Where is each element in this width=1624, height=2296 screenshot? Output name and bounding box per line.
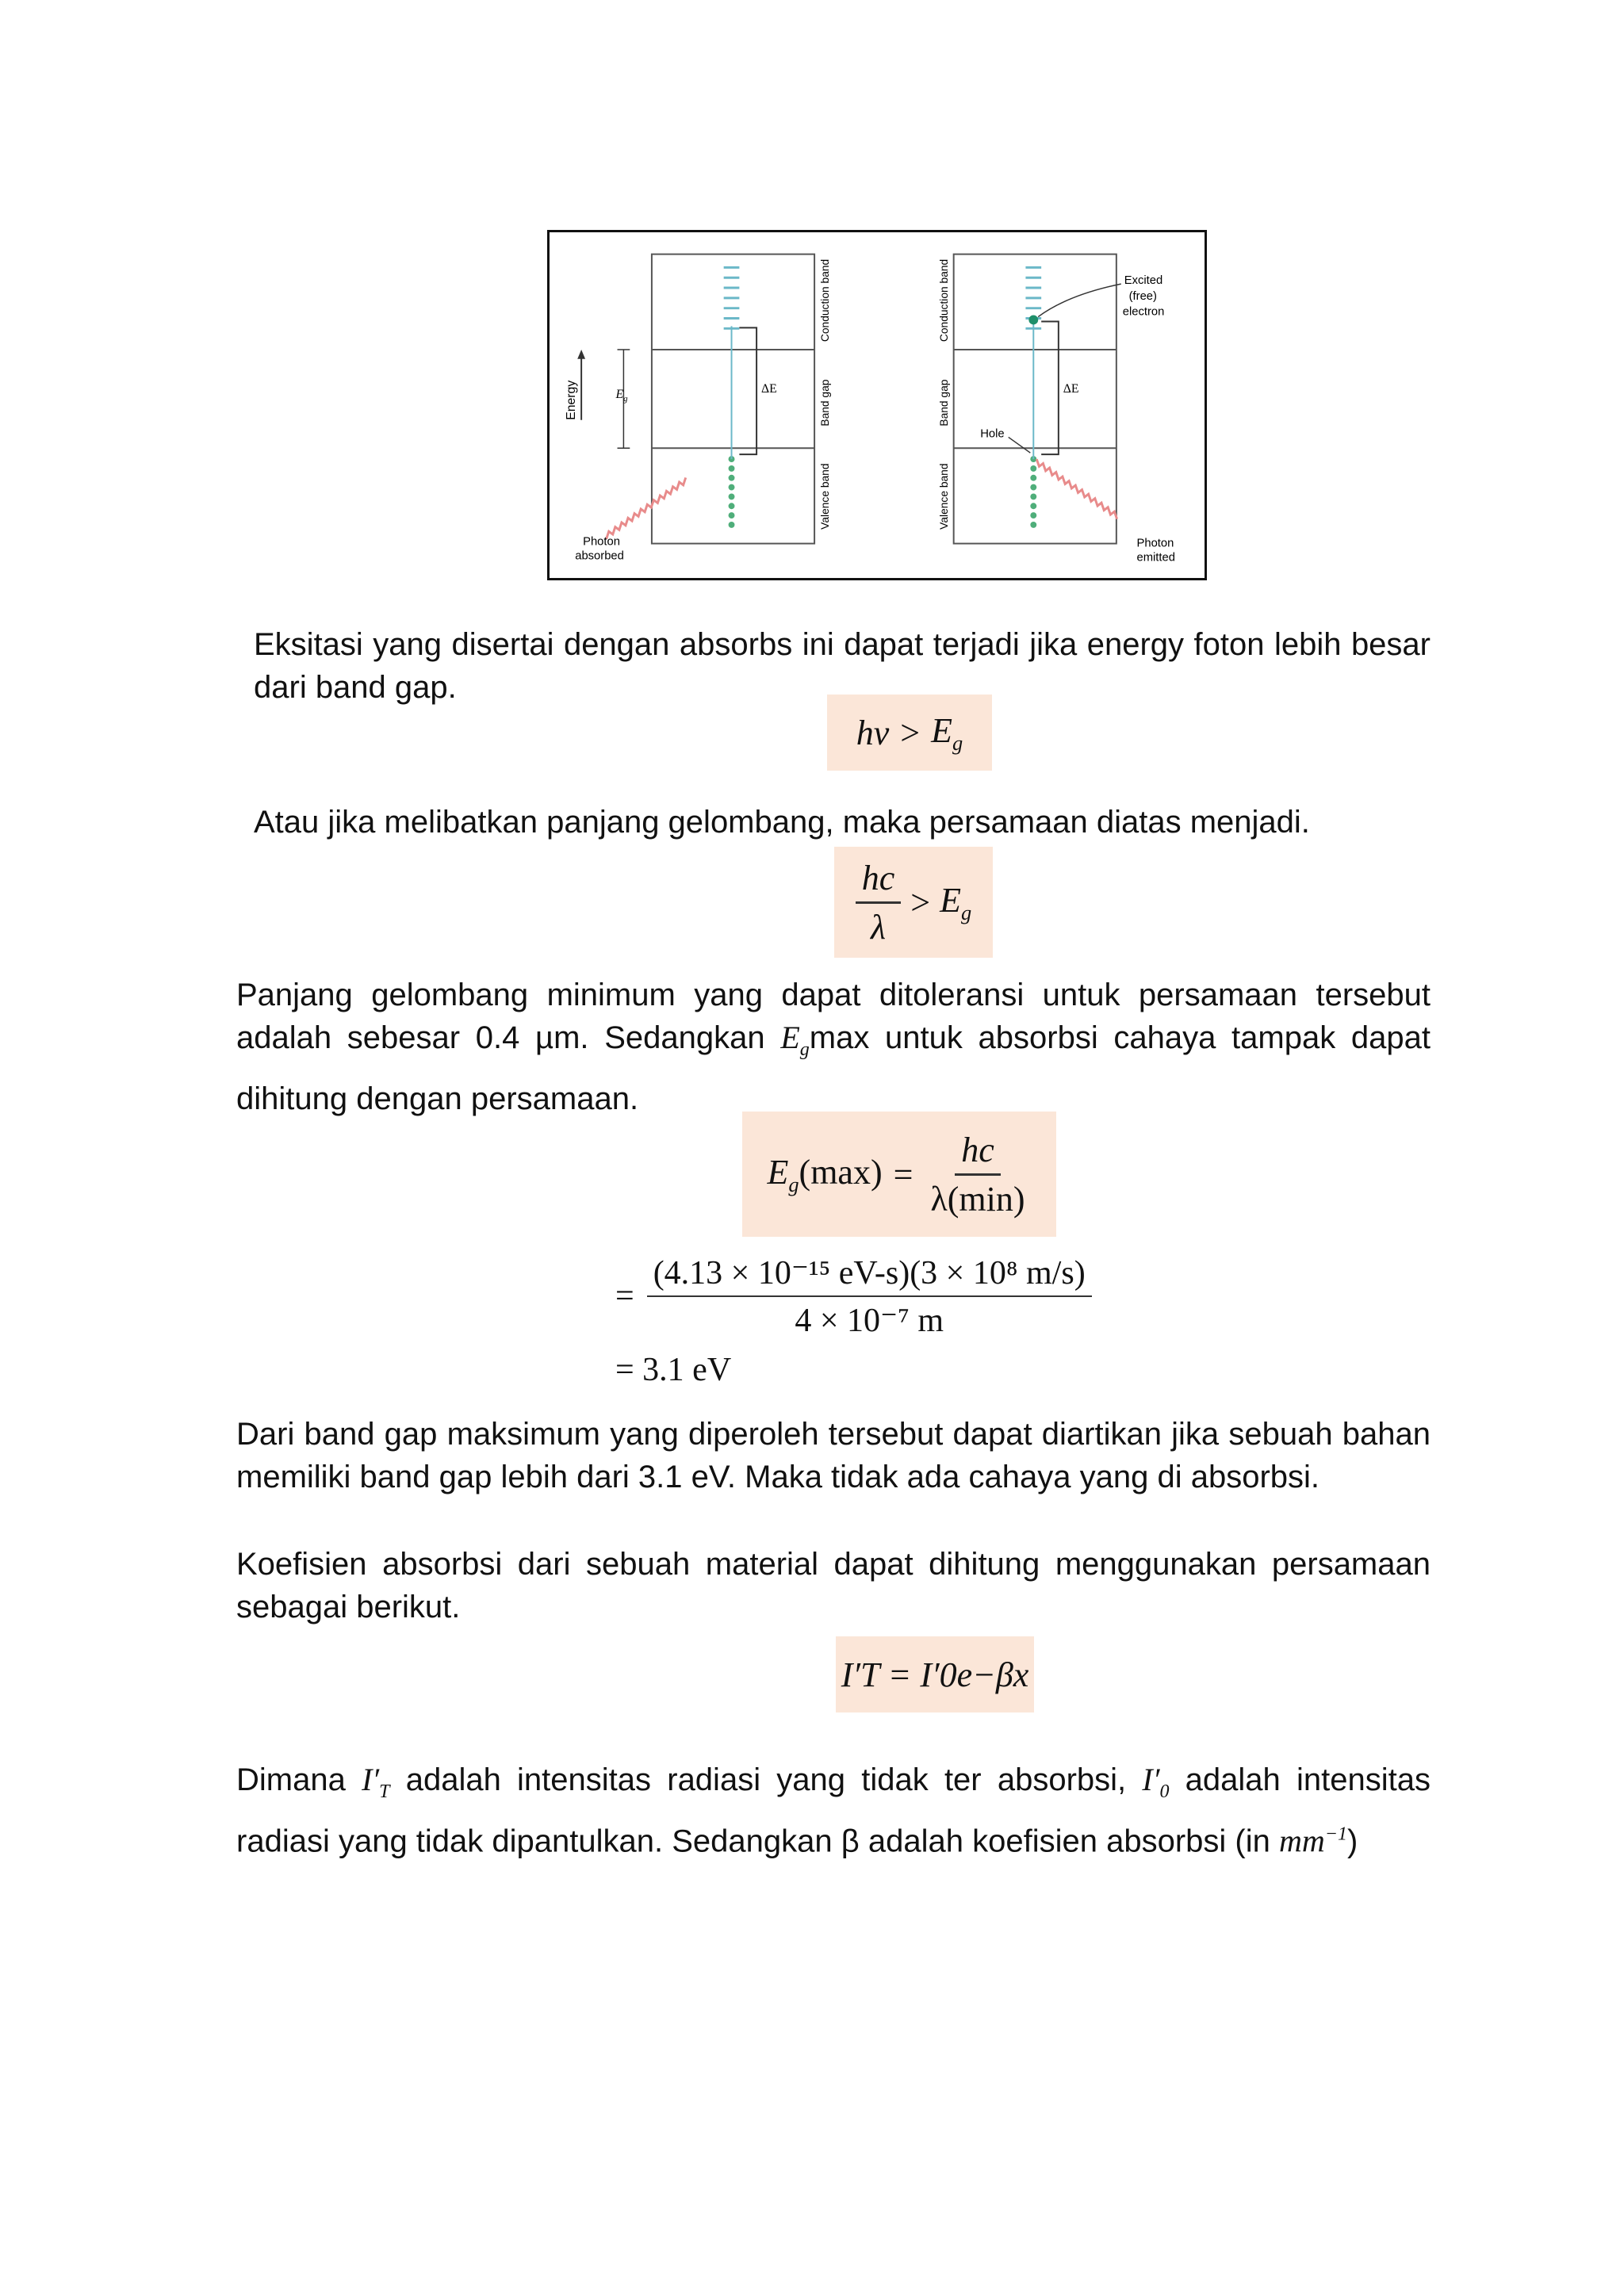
photon-absorbed-wave <box>603 477 688 538</box>
paragraph-4: Dari band gap maksimum yang diperoleh tersebut dapat diartikan jika sebuah bahan memiliki band gap lebih dari 3.1 eV. Maka tidak ada cahaya yang di absorbsi. <box>236 1417 1431 1494</box>
paragraph-2: Atau jika melibatkan panjang gelombang, maka persamaan diatas menjadi. <box>254 805 1310 840</box>
equation-3 <box>742 1112 1056 1237</box>
calc-fraction: $\frac{\text{(4.13 × 10⁻¹⁵ eV-s)(3 × 10⁸ m/s)}}{\text{4 × 10⁻⁷ m}}$ <box>647 1253 1092 1340</box>
paragraph-5: Koefisien absorbsi dari sebuah material dapat dihitung menggunakan persamaan sebagai berikut. <box>236 1547 1431 1624</box>
hole-label: Hole <box>980 427 1005 441</box>
paragraph-1: Eksitasi yang disertai dengan absorbs ini dapat terjadi jika energy foton lebih besar dari band gap. <box>254 627 1431 705</box>
excited-pointer <box>1038 284 1121 316</box>
band-diagram-figure <box>547 230 1207 580</box>
para3-eg: $E_g$ <box>780 1020 810 1060</box>
eq2-fraction: $\frac{hc}{\lambda}$ <box>856 858 902 947</box>
right-valence-electrons <box>1030 456 1036 528</box>
photon-emitted-label-1: Photon <box>1136 537 1174 550</box>
equation-1 <box>827 695 992 771</box>
right-conduction-band-label: Conduction band <box>937 258 950 342</box>
photon-absorbed-label-1: Photon <box>583 535 620 549</box>
excited-label-2: (free) <box>1128 289 1157 303</box>
energy-axis-arrow <box>577 350 585 359</box>
eq4-text: I′T = I′0e−βx <box>841 1655 1029 1694</box>
left-delta-e-label: ΔE <box>761 382 777 396</box>
left-band-gap-label: Band gap <box>818 379 831 427</box>
calc-result: = 3.1 eV <box>615 1352 732 1388</box>
it-symbol: $I'_T$ <box>362 1762 390 1802</box>
paragraph-3 <box>236 974 1431 1120</box>
right-band-gap-label: Band gap <box>937 379 950 427</box>
paragraph-6: Dimana $I'_T$ adalah intensitas radiasi yang tidak ter absorbsi, $I'_0$ adalah intensitas radiasi yang tidak dipantulkan. Sedangkan β adalah koefisien absorbsi (in $mm^{-1}$) <box>236 1762 1431 1859</box>
right-delta-e-label: ΔE <box>1063 382 1079 396</box>
left-conduction-band-label: Conduction band <box>818 258 831 342</box>
eq2-op: > <box>910 882 931 922</box>
i0-symbol: $I'_0$ <box>1142 1762 1170 1802</box>
para3-line2: adalah sebesar 0.4 µm. Sedangkan $E_g\max$ untuk absorbsi cahaya tampak dapat <box>236 1020 1431 1060</box>
unit-symbol: $mm^{-1}$ <box>1278 1823 1347 1859</box>
eq1-rhs: $E_g$ <box>931 710 963 755</box>
calculation-block <box>615 1253 1092 1389</box>
left-valence-electrons <box>729 456 735 528</box>
equation-2 <box>834 847 993 958</box>
hole-pointer <box>1009 437 1031 453</box>
photon-absorbed-label-2: absorbed <box>575 549 624 563</box>
right-valence-band-label: Valence band <box>937 463 950 530</box>
eq1-op: > <box>900 713 921 752</box>
eg-label: $E_g$ <box>615 388 628 404</box>
calc-eq-sign: = <box>615 1278 634 1314</box>
photon-emitted-label-2: emitted <box>1136 551 1175 564</box>
equation-4 <box>836 1636 1034 1712</box>
band-diagram-svg <box>550 232 1205 578</box>
para3-line1: Panjang gelombang minimum yang dapat ditoleransi untuk persamaan tersebut <box>236 978 1431 1012</box>
left-valence-band-label: Valence band <box>818 463 831 530</box>
eq3-lhs: $E_g(\max)$ <box>767 1152 883 1196</box>
excited-label-3: electron <box>1122 305 1165 319</box>
right-delta-e-bracket <box>1041 321 1059 454</box>
eq3-fraction: $\frac{hc}{\lambda(\min)}$ <box>930 1130 1025 1219</box>
eq2-rhs: $E_g$ <box>940 880 972 924</box>
excited-label-1: Excited <box>1124 274 1163 288</box>
eq3-op: = <box>893 1154 914 1194</box>
eq1-lhs: hν <box>856 713 890 752</box>
energy-axis-label: Energy <box>565 380 579 420</box>
left-conduction-levels <box>724 267 740 328</box>
excited-electron-dot <box>1028 316 1038 325</box>
photon-emitted-wave <box>1034 459 1120 519</box>
para3-line3: dihitung dengan persamaan. <box>236 1081 639 1116</box>
left-delta-e-bracket <box>739 327 756 454</box>
